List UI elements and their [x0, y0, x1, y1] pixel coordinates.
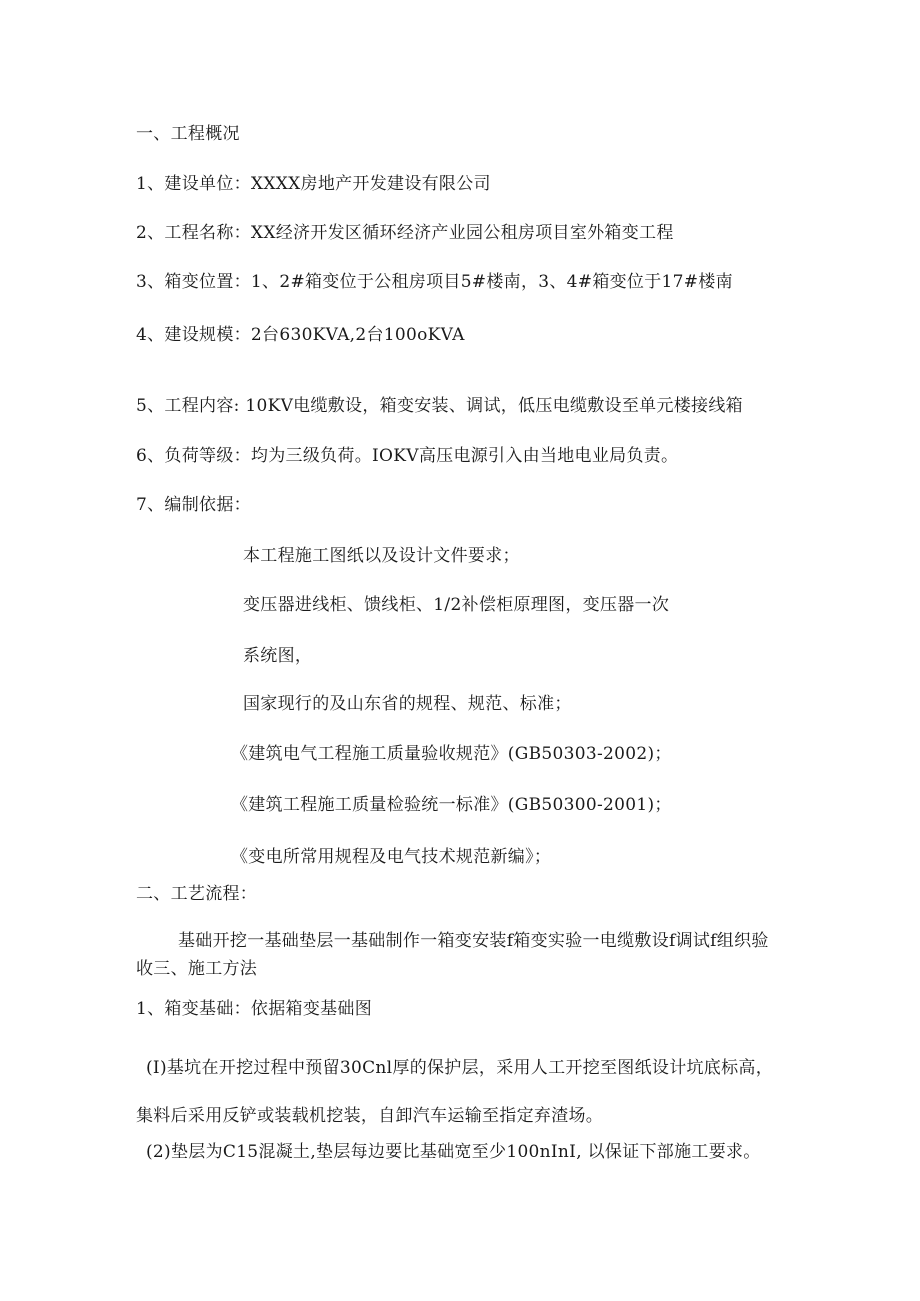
overview-item-2: 2、工程名称：XX经济开发区循环经济产业园公租房项目室外箱变工程	[136, 223, 674, 243]
process-flow-paragraph: 基础开挖一基础垫层一基础制作一箱变安装f箱变实验一电缆敷设f调试f组织验收三、施工方法	[136, 931, 769, 979]
basis-item-2-cont: 系统图，	[243, 646, 313, 666]
overview-item-1: 1、建设单位：XXXX房地产开发建设有限公司	[136, 174, 491, 194]
method-item-1: 1、箱变基础：依据箱变基础图	[136, 999, 373, 1019]
section-heading-overview: 一、工程概况	[136, 124, 240, 144]
overview-item-5: 5、工程内容: 10KV电缆敷设，箱变安装、调试，低压电缆敷设至单元楼接线箱	[136, 396, 743, 416]
overview-item-4: 4、建设规模：2台630KVA,2台100oKVA	[136, 325, 465, 345]
basis-item-4: 《建筑电气工程施工质量验收规范》(GB50303-2002)；	[231, 744, 672, 764]
basis-item-2: 变压器进线柜、馈线柜、1/2补偿柜原理图，变压器一次	[243, 595, 670, 615]
section-heading-process: 二、工艺流程：	[136, 884, 258, 904]
basis-item-3: 国家现行的及山东省的规程、规范、标准；	[243, 694, 572, 714]
overview-item-7: 7、编制依据：	[136, 495, 251, 515]
basis-item-5: 《建筑工程施工质量检验统一标准》(GB50300-2001)；	[231, 795, 672, 815]
overview-item-6: 6、负荷等级：均为三级负荷。IOKV高压电源引入由当地电业局负责。	[136, 446, 679, 466]
overview-item-3: 3、箱变位置：1、2#箱变位于公租房项目5#楼南，3、4#箱变位于17#楼南	[136, 272, 733, 292]
method-paragraph-2: (2)垫层为C15混凝土,垫层每边要比基础宽至少100nInI, 以保证下部施工要求。	[146, 1142, 761, 1162]
basis-item-1: 本工程施工图纸以及设计文件要求；	[243, 546, 520, 566]
method-paragraph-1: (I)基坑在开挖过程中预留30Cnl厚的保护层，采用人工开挖至图纸设计坑底标高，集料后采用反铲或装载机挖装，自卸汽车运输至指定弃渣场。	[136, 1058, 774, 1126]
basis-item-6: 《变电所常用规程及电气技术规范新编》；	[231, 847, 552, 867]
